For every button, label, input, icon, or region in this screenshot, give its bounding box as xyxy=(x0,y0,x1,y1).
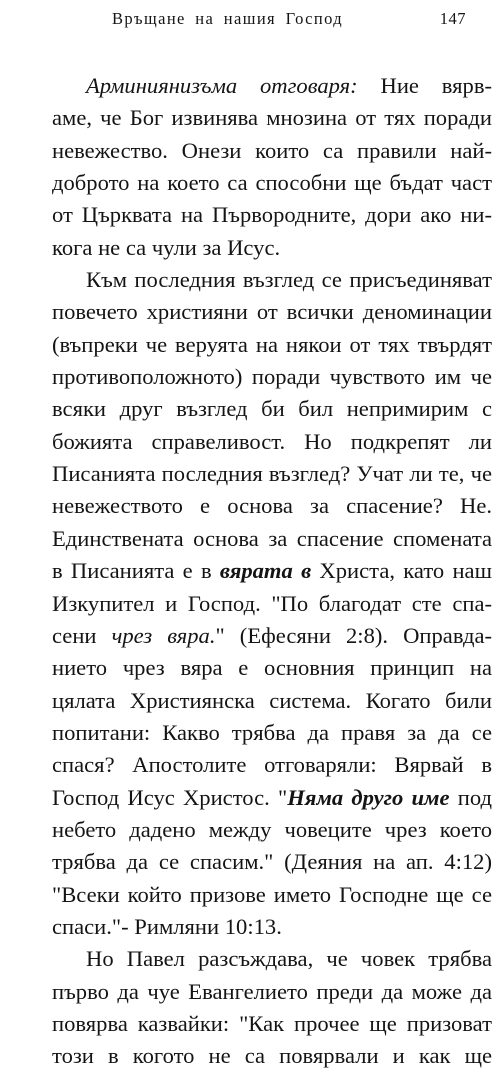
text-segment: повечето християни от всички деноминации xyxy=(52,299,492,325)
text-segment: сени xyxy=(52,622,112,648)
emphasized-text: вярата в xyxy=(219,558,312,584)
text-line xyxy=(52,426,492,458)
text-line xyxy=(52,846,492,878)
emphasized-text: чрез вяра. xyxy=(111,622,216,648)
text-line xyxy=(52,1040,492,1072)
text-line xyxy=(52,620,492,652)
text-segment: Христа, като наш xyxy=(311,558,492,584)
text-line xyxy=(52,167,492,199)
text-segment: противоположното) поради чувството им че xyxy=(52,364,492,390)
text-line xyxy=(52,232,492,264)
text-segment: първо да чуе Евангелието преди да може да xyxy=(52,978,492,1004)
text-segment: небето дадено между човеците чрез което xyxy=(52,816,492,842)
text-segment: всяки друг възглед би бил непримирим с xyxy=(52,396,492,422)
text-segment: " (Ефесяни 2:8). Оправда- xyxy=(215,622,492,648)
text-line xyxy=(52,199,492,231)
text-segment: доброто на което са способни ще бъдат част xyxy=(52,170,492,196)
page-number: 147 xyxy=(439,9,466,28)
text-line xyxy=(52,329,492,361)
text-segment: Ние вярв- xyxy=(357,73,493,98)
emphasized-text: Няма друго име xyxy=(287,784,450,810)
text-line xyxy=(52,490,492,522)
text-segment: кога не са чули за Исус. xyxy=(52,234,281,260)
text-segment: Но Павел разсъждава, че човек трябва xyxy=(86,946,492,972)
emphasized-text: Арминиянизъма отговаря: xyxy=(86,73,358,98)
body-text xyxy=(52,70,492,1073)
text-segment: този в когото не са повярвали и как ще xyxy=(52,1043,492,1069)
text-line xyxy=(52,749,492,781)
text-line xyxy=(52,782,492,814)
text-line xyxy=(52,135,492,167)
text-segment: Изкупител и Господ. "По благодат сте спа- xyxy=(52,590,492,616)
text-line xyxy=(52,717,492,749)
text-segment: невежеството е основа за спасение? Не. xyxy=(52,493,492,519)
text-line xyxy=(52,1008,492,1040)
text-line xyxy=(52,588,492,620)
text-segment: Единствената основа за спасение спомената xyxy=(52,525,492,551)
text-line xyxy=(52,70,492,102)
text-line xyxy=(52,523,492,555)
text-line xyxy=(52,911,492,943)
text-line xyxy=(52,685,492,717)
text-segment: под xyxy=(449,784,492,810)
text-segment: спаси."- Римляни 10:13. xyxy=(52,913,282,939)
text-segment: цялата Християнска система. Когато били xyxy=(52,687,492,713)
text-line xyxy=(52,296,492,328)
text-line xyxy=(52,102,492,134)
text-line xyxy=(52,555,492,587)
text-segment: нието чрез вяра е основния принцип на xyxy=(52,655,492,681)
text-segment: спася? Апостолите отговаряли: Вярвай в xyxy=(52,752,492,778)
text-line xyxy=(52,879,492,911)
text-segment: от Църквата на Първородните, дори ако ни- xyxy=(52,202,492,228)
text-line xyxy=(52,652,492,684)
text-segment: Господ Исус Христос. " xyxy=(52,784,288,810)
text-line xyxy=(52,976,492,1008)
text-segment: невежество. Онези които са правили най- xyxy=(52,137,492,163)
text-line xyxy=(52,943,492,975)
text-segment: аме, че Бог извинява мнозина от тях поради xyxy=(52,105,492,131)
text-segment: повярва казвайки: "Как прочее ще призоват xyxy=(52,1010,492,1036)
text-line xyxy=(52,393,492,425)
text-line xyxy=(52,264,492,296)
text-line xyxy=(52,361,492,393)
text-segment: божията справеливост. Но подкрепят ли xyxy=(52,428,492,454)
text-segment: трябва да се спасим." (Деяния на ап. 4:12) xyxy=(52,849,492,875)
text-segment: (въпреки че веруята на някои от тях твърдят xyxy=(52,331,492,357)
text-segment: попитани: Какво трябва да правя за да се xyxy=(52,719,492,745)
text-line xyxy=(52,458,492,490)
running-header: Връщане на нашия Господ xyxy=(112,9,344,28)
text-segment: Към последния възглед се присъединяват xyxy=(86,267,492,293)
text-segment: "Всеки който призове името Господне ще се xyxy=(52,881,492,907)
text-line xyxy=(52,814,492,846)
text-segment: Писанията последния възглед? Учат ли те, че xyxy=(52,461,492,487)
text-segment: в Писанията е в xyxy=(52,558,220,584)
